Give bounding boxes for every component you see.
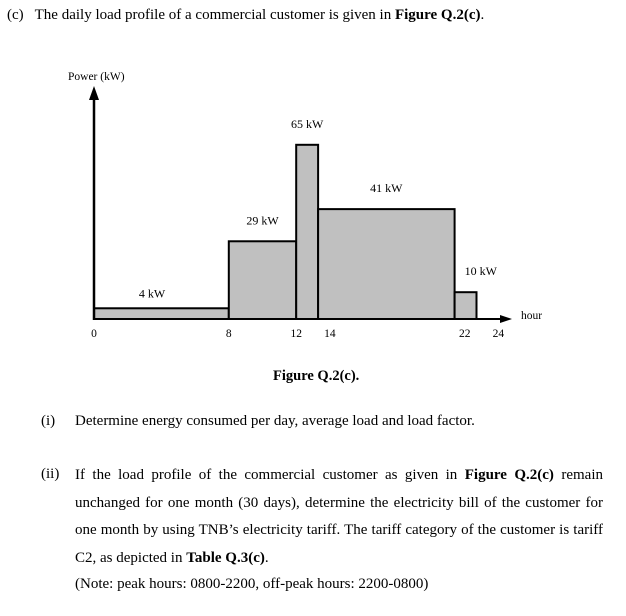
bar-3 [318, 209, 454, 319]
header-text: The daily load profile of a commercial customer is given in [34, 7, 395, 23]
y-axis-arrow-icon [89, 86, 99, 100]
x-tick-12: 12 [290, 328, 302, 340]
bar-4 [455, 292, 477, 319]
x-tick-14: 14 [324, 328, 336, 340]
figure-caption: Figure Q.2(c). [273, 368, 360, 384]
value-label-3: 41 kW [370, 181, 403, 196]
x-tick-24: 24 [492, 328, 505, 340]
x-tick-0: 0 [91, 328, 97, 340]
x-tick-22: 22 [458, 328, 471, 340]
value-label-4: 10 kW [464, 264, 497, 279]
header-period: . [480, 7, 485, 23]
bar-0 [94, 308, 229, 319]
y-axis-label: Power (kW) [68, 71, 125, 83]
x-tick-labels [91, 328, 504, 340]
question-ii-marker: (ii) [41, 466, 60, 482]
figure-reference: Figure Q.2(c) [394, 7, 481, 23]
question-i-marker: (i) [41, 413, 56, 429]
x-tick-8: 8 [225, 328, 232, 340]
value-label-0: 4 kW [138, 286, 166, 301]
question-ii-part2: remain unchanged for one month (30 days), determine the electricity bill of the customer for one month by using TNB’s electricity tariff. The tariff category of the customer is tariff C2, as depicted in [75, 467, 603, 566]
bar-1 [229, 241, 296, 319]
x-axis-arrow-icon [500, 315, 512, 323]
figure-reference-2: Figure Q.2(c) [464, 467, 554, 483]
question-marker: (c) [7, 7, 24, 23]
question-ii-part1: If the load profile of the commercial customer as given in [75, 467, 465, 483]
question-ii-part3: . [264, 549, 269, 566]
x-axis-label: hour [521, 310, 543, 322]
value-label-2: 65 kW [290, 116, 324, 131]
question-i-text: Determine energy consumed per day, average load and load factor. [75, 413, 475, 429]
note-text: (Note: peak hours: 0800-2200, off-peak hours: 2200-0800) [75, 576, 429, 592]
value-label-1: 29 kW [246, 213, 279, 228]
table-reference: Table Q.3(c) [186, 549, 265, 566]
question-ii-text [75, 462, 603, 572]
bar-2 [296, 145, 318, 319]
